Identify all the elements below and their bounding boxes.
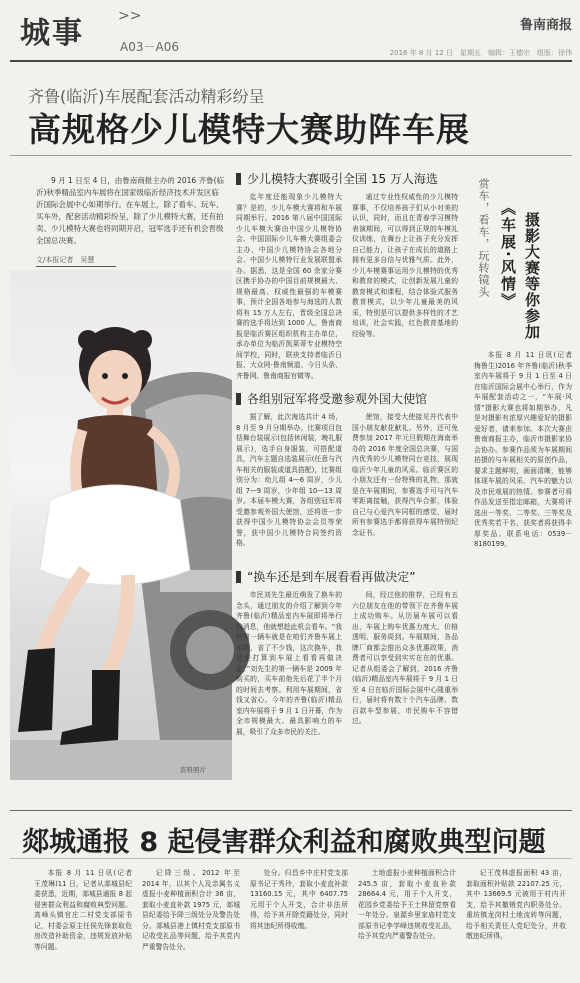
date-line: 2016 年 8 月 12 日 星期五 编辑：王德宗 组版：徐伟 xyxy=(389,49,572,57)
section-pages: A03－A06 xyxy=(120,40,179,54)
article-headline: 高规格少儿模特大赛助阵车展 xyxy=(28,110,470,149)
sidebar-tag: 《车展·风情》 xyxy=(499,200,517,310)
section-arrows: >> xyxy=(118,8,142,24)
section-heading-text: “换车还是到车展看看再做决定” xyxy=(247,570,416,584)
section-2-column-a: 据了解，此次海选共计 4 场，8 月至 9 月分期举办。比赛项目包括舞台装展示(包括休闲装，晚礼服展示)，选手自身服装，可搭配道具，汽车主题自选装展示(任意与汽车相关的服装或道具搭配)，比赛组别分为：幼儿组 4—6 周岁，少儿组 7—9 周岁，少年组 10—13 周岁。本届车模大赛，各组别冠军将受邀参观外国大使馆，还将进一步获得中国少儿模特协会会员等荣誉，获中国少儿模特合同签约资格。 xyxy=(236,413,342,547)
section-heading-text: 少儿模特大赛吸引全国 15 万人海选 xyxy=(247,172,438,186)
section-heading-3 xyxy=(236,568,415,585)
bottom-column-1: 本报 8 月 11 日讯(记者 王茂琳)11 日，记者从郯城县纪委获悉，近期，郯城县通报 8 起侵害群众利益和腐败典型问题。高峰头镇官庄二村党支部原书记，村委会原主任侯先锋套取危房改造补助资金，违规发放补贴等问题。 xyxy=(34,869,139,951)
sidebar-title: 摄影大赛等你参加 xyxy=(523,212,541,340)
section-3-column-a: 市民刘先生最近萌发了换车的念头，通过朋友的介绍了解到今年齐鲁(临沂)精品室内车展即将举行的消息，他就想趁此机会看车。“我的第一辆车就是在咱们齐鲁车展上买的，省了不少钱，这次换车，我还是打算到车展上看看再做决定。”刘先生的第一辆车是 2009 年购买的，买车前他先后花了半个月的时间去考察。利用车展期间，省钱又省心。今年的齐鲁(临沂)精品室内车展将于 9 月 1 日开幕，作为全市规模最大、最具影响力的车展，吸引了众多市民的关注。 xyxy=(236,591,342,736)
top-rule xyxy=(10,60,572,62)
photo-caption: 资料照片 xyxy=(180,766,206,774)
lead-credit: 文/本报记者 吴慧 xyxy=(36,256,95,264)
newspaper-brand: 鲁南商报 xyxy=(519,18,572,33)
section-title: 城事 xyxy=(20,16,84,51)
section-1-column-a: 迄年度还能现象少儿模特大赛？是的，少儿车模大赛将和车展同期举行。2016 第八届中国国际少儿车模大赛由中国少儿模特协会、中国国际少儿车模大赛组委会主办，中国少儿模特协会各地分会、中国少儿模特行业发展联盟承办。据悉，这是全国 60 余家分赛区携手协办的中国目前规模最大、规格最高、权威性最强的车模赛事，预计全国各地参与海选的人数将有 15 万人左右，晋级全国总决赛的选手将达到 1000 人。鲁南商报是临沂赛区组织机构主办单位，承办单位为临沂凯莱蒂专业模特空间学校，同时，联袂支持者临沂日报、大众网·鲁南频道、今日头条、齐鲁网、鲁南商报官微等。 xyxy=(236,193,342,380)
sidebar-subtitle: 赏车，看车，玩转镜头 xyxy=(477,178,490,298)
child-model-photo xyxy=(10,270,232,780)
photo-illustration xyxy=(10,270,232,780)
headline-rule xyxy=(10,155,572,156)
sidebar-body: 本报 8 月 11 日讯(记者 梅鲁生)2016 年齐鲁(临沂)秋季室内车展将于 9 月 1 日至 4 日在临沂国际会展中心举行，作为车展配套活动之一，“车展·风情”摄影大赛也将如期举办，凡是对摄影有浓厚兴趣爱好的摄影爱好者，请来参加。本次大赛由鲁南商报主办，临沂市摄影家协会协办。参赛作品须为车展期间拍摄的与车展相关的原创作品，要求主题鲜明，画面清晰，能够体现车展的风采、汽车的魅力以及市民观展的热情。参赛者可将作品发送至指定邮箱，大赛将评选出一等奖、二等奖、三等奖及优秀奖若干名，获奖者将获得丰厚奖品。联系电话：0539－8180199。 xyxy=(474,351,579,548)
bottom-headline-rule xyxy=(10,858,572,859)
heading-marker xyxy=(236,393,241,405)
lead-rule xyxy=(36,266,116,267)
section-heading-1 xyxy=(236,170,438,187)
heading-marker xyxy=(236,571,241,583)
bottom-column-3: 处分。归昌乡中庄村党支部原书记于秀玲，套取小麦直补款 13160.15 元，其中 6407.75 元用于个人开支，合计非法所得，给予其开除党籍处分，同时将其违纪所得收缴。 xyxy=(250,869,348,930)
heading-marker xyxy=(236,173,241,185)
bottom-column-4: 土地虚报小麦种植面积合计 245.5 亩，套取小麦直补款 28664.4 元，用于个人开支，花园乡党委给予王士林留党察看一年处分。泉源乡里家庙村党支部原书记李学峰违规收受礼品，给予其党内严重警告处分。 xyxy=(358,869,456,940)
section-heading-2 xyxy=(236,390,427,407)
section-3-column-b: 间，经过他的推荐，已经有五六位朋友在他的带领下在齐鲁车展上成功购车。从历届车展可以看出，车展上购车优惠力度大，价格透明、服务周到。车展期间，各品牌厂商都会推出众多优惠政策，消费者可以享受到实实在在的优惠。记者从组委会了解到，2016 齐鲁(临沂)精品室内车展将于 9 月 1 日至 4 日在临沂国际会展中心隆重举行，届时将有数十个汽车品牌、数百款车型参展，市民购车不容错过。 xyxy=(352,591,458,725)
section-2-column-b: 使馆，接受大使接见并代表中国小朋友献花献礼。另外，还可免费参加 2017 年元旦假期在海南举办的 2016 年度全国总决赛，与国内优秀的少儿模特同台竞技，展现临沂少年儿童的风采。临沂赛区的小朋友还有一份特殊的礼物，那就是在车展期间，参赛选手可与汽车零距离接触，获得汽车合影，体验自己与心爱汽车同框的感觉，届时所有参赛选手都将获得车展特别纪念证书。 xyxy=(352,413,458,537)
section-1-column-b: 通过专业性权威性的少儿模特赛事，不仅培养孩子们从小对美的认识，同时，而且在青春学习模特表演期间，可以得到正规的车模礼仪训练，在舞台上让孩子充分发挥自己能力，让孩子在成长的道路上拥有更多自信与优雅气质。此外，少儿车模赛事运用少儿模特的优秀和教育的模式，让创新发展儿童的教育模式和课程，结合体验式服务教育模式，以少年儿童最美的风采，特别是可以提供多样性的才艺培训，社会实践，红色教育基地的经验等。 xyxy=(352,193,458,338)
bottom-column-5: 记王茂林虚报面积 43 亩，套取面积补贴款 22107.25 元，其中 13669.5 元被用于村内开支，给予其撤销党内职务处分。重坊镇龙岗村土地流转等问题，给予相关责任人党纪处分，并收缴违纪所得。 xyxy=(466,869,566,940)
bottom-column-2: 记降三级。2012 年至 2014 年，以其个人及亲属名义虚报小麦种植面积合计 36 亩，套取小麦直补款 1975 元，郯城县纪委给予降三级处分及警告处分。郯城县港上镇村党支部原书记收受礼品等问题，给予其党内严重警告处分。 xyxy=(142,869,240,951)
bottom-headline: 郯城通报 8 起侵害群众利益和腐败典型问题 xyxy=(22,827,546,858)
section-heading-text: 各组别冠军将受邀参观外国大使馆 xyxy=(247,392,428,406)
article-kicker: 齐鲁(临沂)车展配套活动精彩纷呈 xyxy=(28,87,265,106)
article-lead: 9 月 1 日至 4 日，由鲁南商报主办的 2016 齐鲁(临沂)秋季精品室内车展将在国家级临沂经济技术开发区临沂国际会展中心如期举行。在车展上，除了看车、玩车、买车外，配套活动精彩纷呈，除了少儿模特大赛，还有拍卖、少儿模特大赛也将同期开启，冠军选手还有机会晋级全国总决赛。 xyxy=(36,176,225,245)
bottom-rule xyxy=(10,810,572,811)
